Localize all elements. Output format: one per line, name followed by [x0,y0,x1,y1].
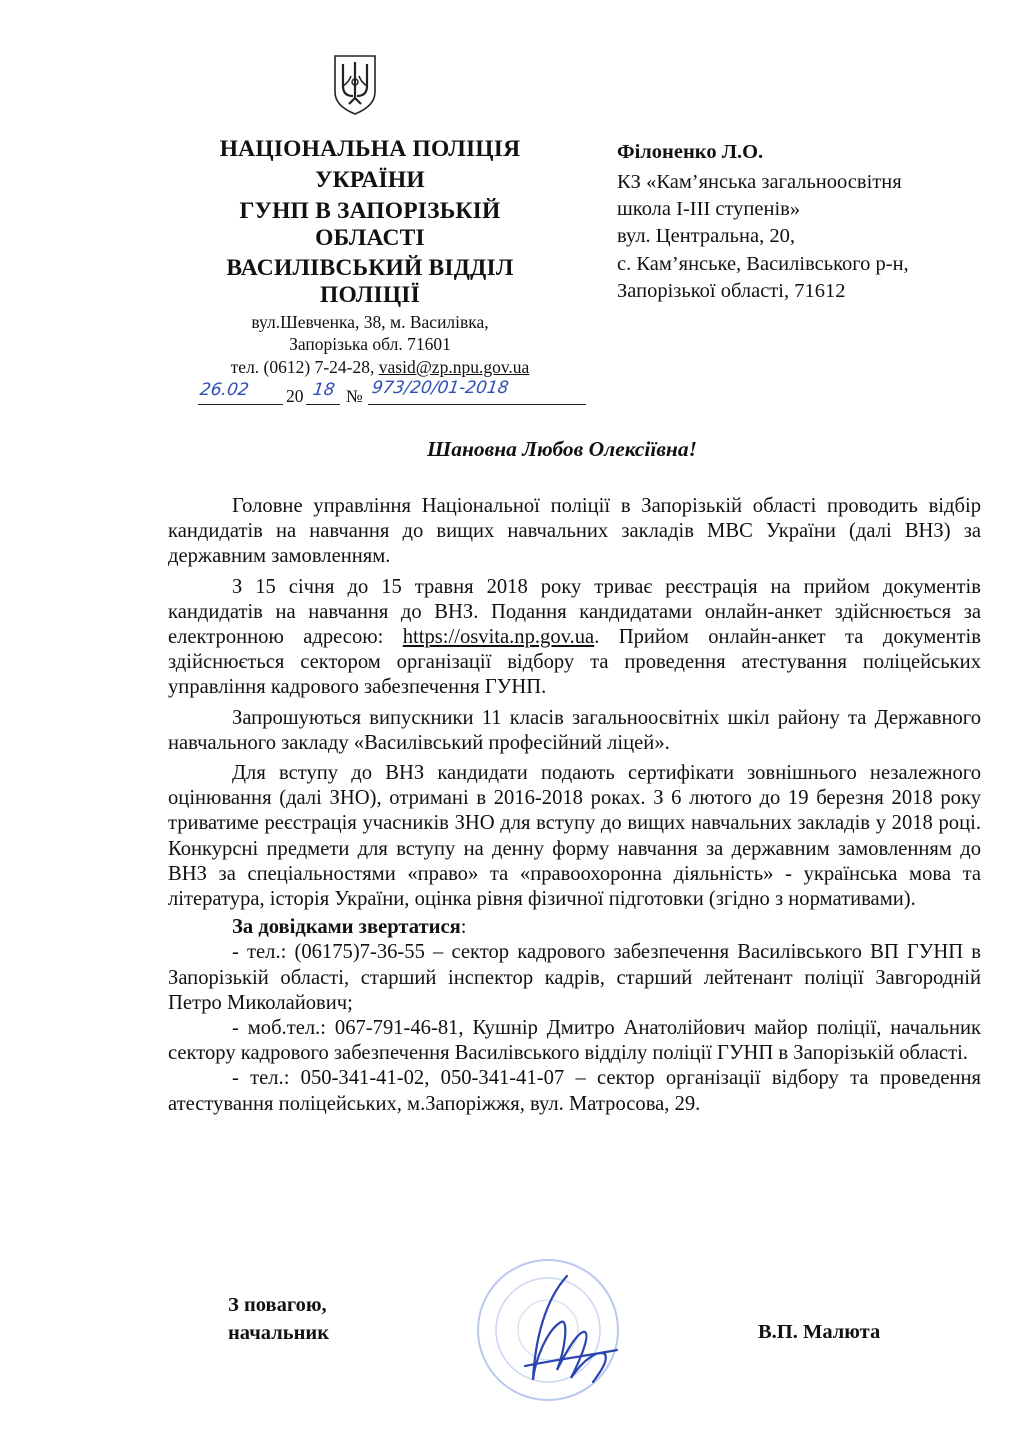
signature-title [228,1291,329,1347]
org-name-line: ПОЛІЦІЇ [319,282,420,308]
handwritten-signature-icon [505,1270,635,1400]
signer-name: В.П. Малюта [758,1321,881,1343]
org-address-street: вул.Шевченка, 38, м. Василівка, [251,312,489,332]
org-phone: тел. (0612) 7-24-28, [230,357,379,377]
paragraph-registration [168,575,981,701]
osvita-link[interactable]: https://osvita.np.gov.ua [402,626,595,649]
recipient-name: Філоненко Л.О. [617,141,764,163]
reg-year-prefix: 20 [286,386,304,406]
handwritten-year: 18 [311,380,337,400]
salutation: Шановна Любов Олексіївна! [427,437,697,461]
letter-body [168,494,981,1117]
p2-text-after: . Прийом онлайн-анкет та документів здійснюється сектором організації відбору та проведення атестування поліцейських управління кадрового забезпечення ГУНП. [168,626,981,699]
contact-item: - тел.: (06175)7-36-55 – сектор кадрового забезпечення Василівського ВП ГУНП в Запорізькій області, старший інспектор кадрів, старший лейтенант поліції Завгородній Петро Миколайович; [168,941,981,1014]
contact-item: - моб.тел.: 067-791-46-81, Кушнір Дмитро Анатолійович майор поліції, начальник сектору кадрового забезпечення Василівського відділу поліції ГУНП в Запорізькій області. [168,1017,981,1065]
contacts-heading-colon: : [460,916,467,939]
org-contacts [190,356,570,378]
recipient-address-line: КЗ «Кам’янська загальноосвітня [617,171,902,193]
paragraph-invitation: Запрошуються випускники 11 класів загальноосвітніх шкіл району та Державного навчального закладу «Василівський професійний ліцей». [168,706,981,754]
org-name-line: ОБЛАСТІ [315,225,425,251]
recipient-address-line: вул. Центральна, 20, [617,225,795,247]
contacts-heading [168,915,981,940]
org-name-line: ВАСИЛІВСЬКИЙ ВІДДІЛ [226,255,514,281]
paragraph-zno: Для вступу до ВНЗ кандидати подають сертифікати зовнішнього незалежного оцінювання (далі ЗНО), отримані в 2016-2018 роках. З 6 лютого до 19 березня 2018 року триватиме реєстрація учасників ЗНО для вступу до вищих навчальних закладів у 2018 році. Конкурсні предмети для вступу на денну форму навчання за державним замовленням до ВНЗ за спеціальностями «право» та «правоохоронна діяльність» - українська мова та література, історія України, оцінка рівня фізичної підготовки (згідно з нормативами). [168,762,981,911]
recipient-address-line: с. Кам’янське, Василівського р-н, [617,253,909,275]
org-email-link[interactable]: vasid@zp.npu.gov.ua [378,357,530,377]
org-address-city: Запорізька обл. 71601 [289,334,451,354]
contacts-heading-text: За довідками звертатися [232,916,461,939]
paragraph-selection: Головне управління Національної поліції в Запорізькій області проводить відбір кандидатів на навчання до вищих навчальних закладів МВС України (далі ВНЗ) за державним замовленням. [168,495,981,568]
org-name-line: УКРАЇНИ [315,167,425,193]
reg-number-sign: № [346,386,363,406]
recipient-address-line: школа І-ІІІ ступенів» [617,198,801,220]
signer-position: начальник [228,1322,330,1344]
contact-item: - тел.: 050-341-41-02, 050-341-41-07 – сектор організації відбору та проведення атестування поліцейських, м.Запоріжжя, вул. Матросова, 29. [168,1067,981,1115]
trident-emblem-icon [331,52,379,116]
p2-text-before: З 15 січня до 15 травня 2018 року триває реєстрація на прийом документів кандидатів на навчання до ВНЗ. Подання кандидатами онлайн-анкет здійснюється за електронною адресою: [168,575,981,649]
handwritten-reg-number: 973/20/01-2018 [370,378,510,398]
closing-phrase: З повагою, [228,1294,327,1316]
handwritten-date: 26.02 [198,380,251,400]
org-name-line: ГУНП В ЗАПОРІЗЬКІЙ [239,198,501,224]
recipient-address-line: Запорізької області, 71612 [617,280,846,302]
org-name-line: НАЦІОНАЛЬНА ПОЛІЦІЯ [219,136,521,162]
